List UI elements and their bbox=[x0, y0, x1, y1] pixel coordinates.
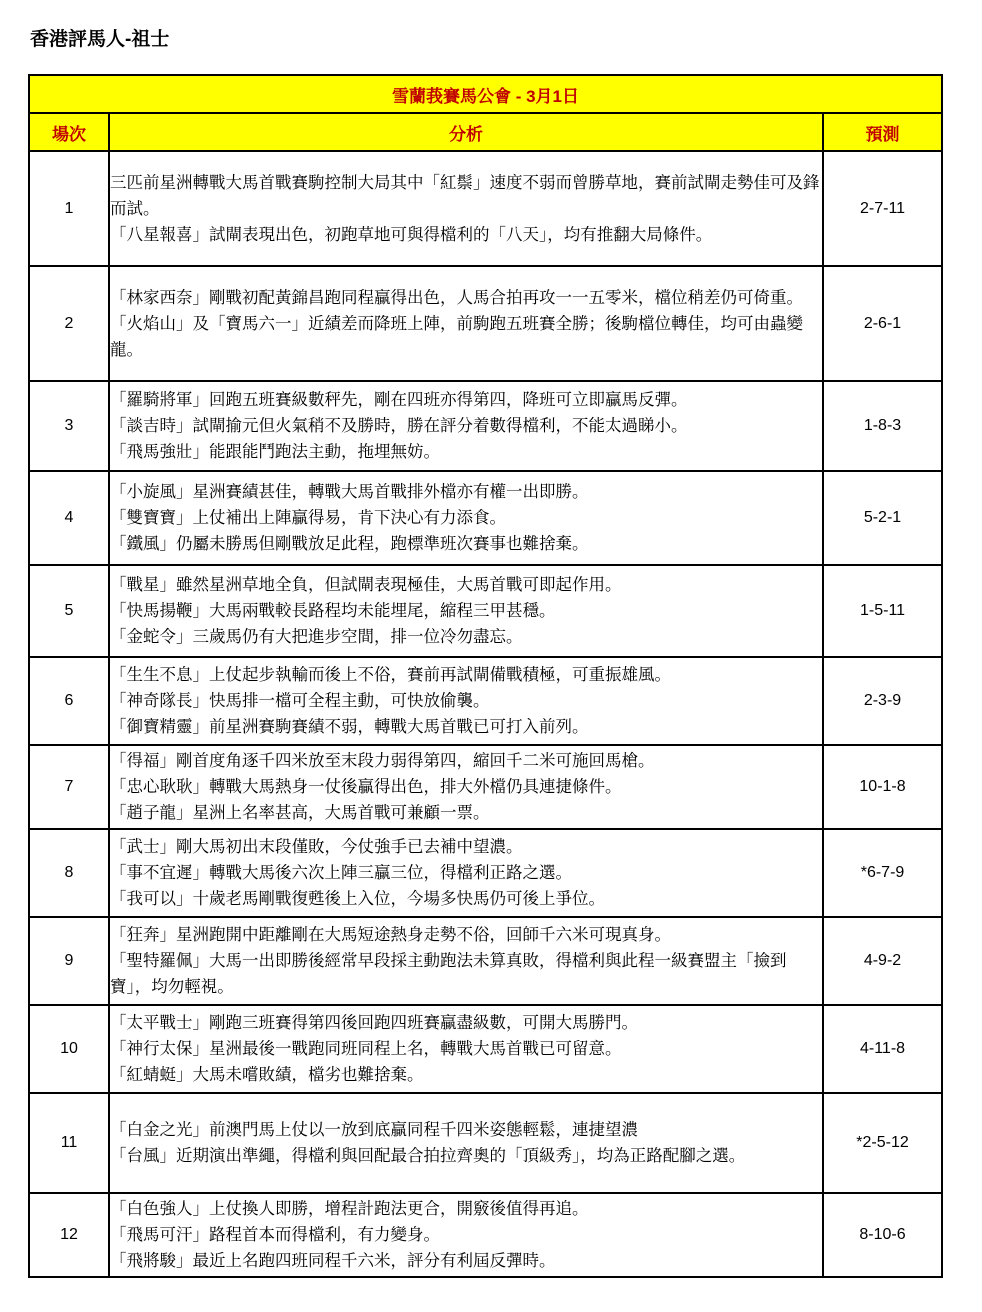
race-prediction: 8-10-6 bbox=[823, 1193, 942, 1277]
header-analysis: 分析 bbox=[109, 113, 823, 151]
race-analysis bbox=[109, 1005, 823, 1093]
header-prediction: 預測 bbox=[823, 113, 942, 151]
race-number: 9 bbox=[29, 917, 109, 1005]
race-prediction: *6-7-9 bbox=[823, 829, 942, 917]
analysis-line: 「白色強人」上仗換人即勝，增程計跑法更合，開竅後值得再追。 bbox=[110, 1199, 589, 1218]
analysis-line: 「談吉時」試閘揄元但火氣稍不及勝時，勝在評分着數得檔利，不能太過睇小。 bbox=[110, 416, 688, 435]
race-analysis bbox=[109, 745, 823, 829]
analysis-line: 「飛將駿」最近上名跑四班同程千六米，評分有利屆反彈時。 bbox=[110, 1251, 556, 1270]
race-prediction: 1-8-3 bbox=[823, 381, 942, 471]
table-row bbox=[29, 151, 942, 266]
race-number: 12 bbox=[29, 1193, 109, 1277]
analysis-line: 「飛馬可汗」路程首本而得檔利，有力變身。 bbox=[110, 1225, 440, 1244]
table-title: 雪蘭莪賽馬公會 - 3月1日 bbox=[29, 75, 942, 113]
race-analysis bbox=[109, 151, 823, 266]
header-race: 場次 bbox=[29, 113, 109, 151]
analysis-line: 「鐵風」仍屬未勝馬但剛戰放足此程，跑標準班次賽事也難捨棄。 bbox=[110, 534, 589, 553]
race-prediction: 2-7-11 bbox=[823, 151, 942, 266]
race-analysis bbox=[109, 381, 823, 471]
race-prediction: 4-9-2 bbox=[823, 917, 942, 1005]
table-body bbox=[29, 151, 942, 1277]
analysis-line: 「八星報喜」試閘表現出色，初跑草地可與得檔利的「八天」，均有推翻大局條件。 bbox=[110, 224, 713, 244]
analysis-line: 「小旋風」星洲賽績甚佳，轉戰大馬首戰排外檔亦有權一出即勝。 bbox=[110, 482, 589, 501]
analysis-line: 「得福」剛首度角逐千四米放至末段力弱得第四，縮回千二米可施回馬槍。 bbox=[110, 751, 655, 770]
analysis-line: 「事不宜遲」轉戰大馬後六次上陣三贏三位，得檔利正路之選。 bbox=[110, 863, 572, 882]
analysis-line: 「台風」近期演出準繩，得檔利與回配最合拍拉齊奧的「頂級秀」，均為正路配腳之選。 bbox=[110, 1146, 746, 1165]
table-row bbox=[29, 1193, 942, 1277]
analysis-line: 「白金之光」前澳門馬上仗以一放到底贏同程千四米姿態輕鬆，連捷望濃 bbox=[110, 1120, 638, 1139]
race-number: 5 bbox=[29, 565, 109, 657]
table-row bbox=[29, 1005, 942, 1093]
race-prediction: 2-6-1 bbox=[823, 266, 942, 381]
analysis-line: 「林家西奈」剛戰初配黃錦昌跑同程贏得出色，人馬合拍再攻一一五零米，檔位稍差仍可倚重。 bbox=[110, 287, 803, 307]
analysis-line: 「聖特羅佩」大馬一出即勝後經常早段採主動跑法未算真敗，得檔利與此程一級賽盟主「撿到寶」，均勿輕視。 bbox=[110, 951, 787, 996]
race-analysis bbox=[109, 829, 823, 917]
race-analysis bbox=[109, 657, 823, 745]
analysis-line: 「快馬揚鞭」大馬兩戰較長路程均未能埋尾，縮程三甲甚穩。 bbox=[110, 601, 556, 620]
race-analysis bbox=[109, 565, 823, 657]
table-header-row bbox=[29, 113, 942, 151]
table-row bbox=[29, 1093, 942, 1193]
race-number: 1 bbox=[29, 151, 109, 266]
race-number: 3 bbox=[29, 381, 109, 471]
race-analysis bbox=[109, 471, 823, 565]
race-prediction: 5-2-1 bbox=[823, 471, 942, 565]
analysis-line: 「雙寶寶」上仗補出上陣贏得易，肯下決心有力添食。 bbox=[110, 508, 506, 527]
analysis-line: 「狂奔」星洲跑開中距離剛在大馬短途熱身走勢不俗，回師千六米可現真身。 bbox=[110, 925, 671, 944]
table-row bbox=[29, 745, 942, 829]
page-title: 香港評馬人-祖士 bbox=[30, 29, 170, 50]
table-row bbox=[29, 657, 942, 745]
analysis-line: 「紅蜻蜓」大馬未嚐敗績，檔劣也難捨棄。 bbox=[110, 1065, 424, 1084]
analysis-line: 「御寶精靈」前星洲賽駒賽績不弱，轉戰大馬首戰已可打入前列。 bbox=[110, 717, 589, 736]
race-number: 2 bbox=[29, 266, 109, 381]
table-row bbox=[29, 266, 942, 381]
analysis-line: 「戰星」雖然星洲草地全負，但試閘表現極佳，大馬首戰可即起作用。 bbox=[110, 575, 622, 594]
table-row bbox=[29, 381, 942, 471]
race-analysis bbox=[109, 1093, 823, 1193]
race-number: 4 bbox=[29, 471, 109, 565]
analysis-line: 「我可以」十歲老馬剛戰復甦後上入位，今場多快馬仍可後上爭位。 bbox=[110, 889, 605, 908]
table-title-row bbox=[29, 75, 942, 113]
analysis-line: 「神奇隊長」快馬排一檔可全程主動，可快放偷襲。 bbox=[110, 691, 490, 710]
race-prediction: 1-5-11 bbox=[823, 565, 942, 657]
analysis-line: 「趙子龍」星洲上名率甚高，大馬首戰可兼顧一票。 bbox=[110, 803, 490, 822]
analysis-line: 「太平戰士」剛跑三班賽得第四後回跑四班賽贏盡級數，可開大馬勝門。 bbox=[110, 1013, 638, 1032]
race-prediction: *2-5-12 bbox=[823, 1093, 942, 1193]
table-row bbox=[29, 917, 942, 1005]
race-prediction: 2-3-9 bbox=[823, 657, 942, 745]
analysis-line: 「武士」剛大馬初出末段僅敗，今仗強手已去補中望濃。 bbox=[110, 837, 523, 856]
analysis-line: 「羅騎將軍」回跑五班賽級數秤先，剛在四班亦得第四，降班可立即贏馬反彈。 bbox=[110, 390, 688, 409]
table-row bbox=[29, 829, 942, 917]
analysis-line: 「神行太保」星洲最後一戰跑同班同程上名，轉戰大馬首戰已可留意。 bbox=[110, 1039, 622, 1058]
analysis-line: 「金蛇令」三歲馬仍有大把進步空間，排一位冷勿盡忘。 bbox=[110, 627, 523, 646]
race-number: 10 bbox=[29, 1005, 109, 1093]
analysis-line: 「飛馬強壯」能跟能鬥跑法主動，拖埋無妨。 bbox=[110, 442, 440, 461]
analysis-line: 「忠心耿耿」轉戰大馬熱身一仗後贏得出色，排大外檔仍具連捷條件。 bbox=[110, 777, 622, 796]
race-analysis bbox=[109, 1193, 823, 1277]
table-row bbox=[29, 565, 942, 657]
race-prediction: 4-11-8 bbox=[823, 1005, 942, 1093]
race-analysis bbox=[109, 266, 823, 381]
race-number: 11 bbox=[29, 1093, 109, 1193]
race-analysis bbox=[109, 917, 823, 1005]
analysis-line: 「火焰山」及「寶馬六一」近績差而降班上陣，前駒跑五班賽全勝；後駒檔位轉佳，均可由蟲變龍。 bbox=[110, 313, 803, 359]
race-analysis-table bbox=[28, 74, 943, 1278]
race-number: 6 bbox=[29, 657, 109, 745]
race-number: 8 bbox=[29, 829, 109, 917]
race-number: 7 bbox=[29, 745, 109, 829]
race-prediction: 10-1-8 bbox=[823, 745, 942, 829]
analysis-line: 「生生不息」上仗起步執輸而後上不俗，賽前再試閘備戰積極，可重振雄風。 bbox=[110, 665, 671, 684]
table-row bbox=[29, 471, 942, 565]
analysis-line: 三匹前星洲轉戰大馬首戰賽駒控制大局其中「紅鬃」速度不弱而曾勝草地，賽前試閘走勢佳可及鋒而試。 bbox=[110, 172, 820, 218]
